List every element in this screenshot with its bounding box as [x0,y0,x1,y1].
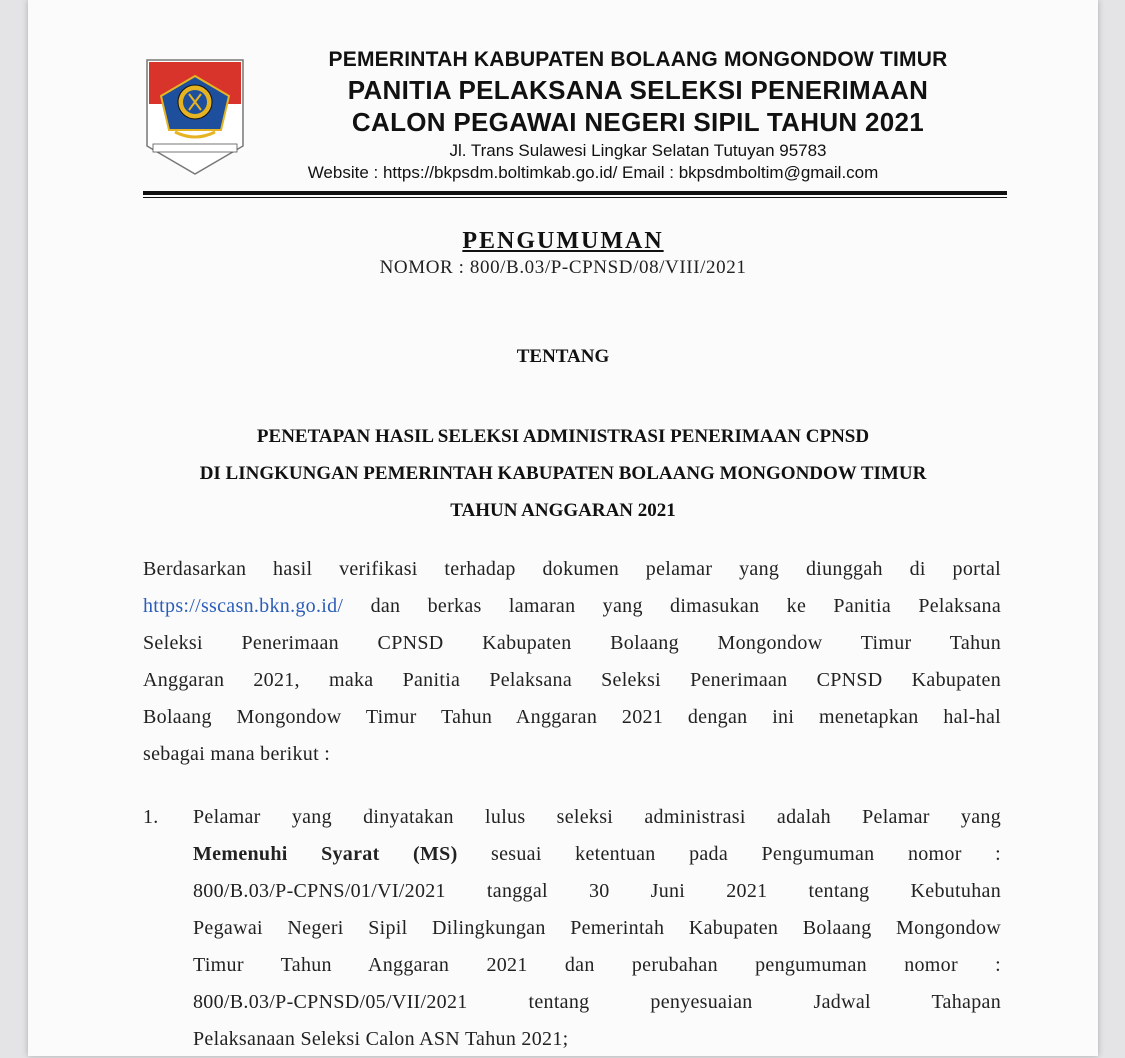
about-label: TENTANG [516,346,610,367]
intro-paragraph [143,551,1001,773]
letterhead-committee: PANITIA PELAKSANA SELEKSI PENERIMAAN [347,75,929,105]
announcement-heading [28,228,1098,279]
letterhead-rule-thick [143,191,1007,195]
announcement-subject [28,418,1098,529]
letterhead [238,46,1038,184]
paragraph-line: Timur Tahun Anggaran 2021 dan perubahan pengumuman nomor : [193,954,1001,976]
paragraph-line: Berdasarkan hasil verifikasi terhadap dokumen pelamar yang diunggah di portal [143,558,1001,580]
paragraph-line: 800/B.03/P-CPNSD/05/VII/2021 tentang penyesuaian Jadwal Tahapan [193,991,1001,1013]
letterhead-program: CALON PEGAWAI NEGERI SIPIL TAHUN 2021 [351,107,925,137]
document-page [28,0,1098,1056]
portal-link[interactable]: https://sscasn.bkn.go.id/ [143,595,344,617]
announcement-title: PENGUMUMAN [462,228,664,254]
regency-emblem-icon [145,58,245,176]
subject-line: DI LINGKUNGAN PEMERINTAH KABUPATEN BOLAANG MONGONDOW TIMUR [199,463,927,484]
paragraph-line [143,588,1001,625]
list-item-number: 1. [143,806,159,828]
letterhead-contact: Website : https://bkpsdm.boltimkab.go.id/ Email : bkpsdmboltim@gmail.com [307,163,879,182]
paragraph-line: Bolaang Mongondow Timur Tahun Anggaran 2021 dengan ini menetapkan hal-hal [143,706,1001,728]
paragraph-line: sebagai mana berikut : [143,743,331,765]
paragraph-text: dan berkas lamaran yang dimasukan ke Panitia Pelaksana [343,595,1001,617]
paragraph-text: sesuai ketentuan pada Pengumuman nomor : [457,843,1001,865]
letterhead-government: PEMERINTAH KABUPATEN BOLAANG MONGONDOW TIMUR [328,48,948,71]
paragraph-line: Pelaksanaan Seleksi Calon ASN Tahun 2021; [193,1028,569,1050]
paragraph-line: Anggaran 2021, maka Panitia Pelaksana Seleksi Penerimaan CPNSD Kabupaten [143,669,1001,691]
paragraph-line: Pegawai Negeri Sipil Dilingkungan Pemerintah Kabupaten Bolaang Mongondow [193,917,1001,939]
paragraph-line: Pelamar yang dinyatakan lulus seleksi administrasi adalah Pelamar yang [193,806,1001,828]
announcement-number: NOMOR : 800/B.03/P-CPNSD/08/VIII/2021 [379,257,747,278]
subject-line: PENETAPAN HASIL SELEKSI ADMINISTRASI PENERIMAAN CPNSD [256,426,870,447]
list-item-body [193,799,1001,1058]
letterhead-rule-thin [143,197,1007,198]
paragraph-line: Seleksi Penerimaan CPNSD Kabupaten Bolaang Mongondow Timur Tahun [143,632,1001,654]
subject-line: TAHUN ANGGARAN 2021 [450,500,676,521]
paragraph-line [193,836,1001,873]
letterhead-address: Jl. Trans Sulawesi Lingkar Selatan Tutuyan 95783 [449,141,827,160]
paragraph-line: 800/B.03/P-CPNS/01/VI/2021 tanggal 30 Juni 2021 tentang Kebutuhan [193,880,1001,902]
bold-term: Memenuhi Syarat (MS) [193,843,458,865]
